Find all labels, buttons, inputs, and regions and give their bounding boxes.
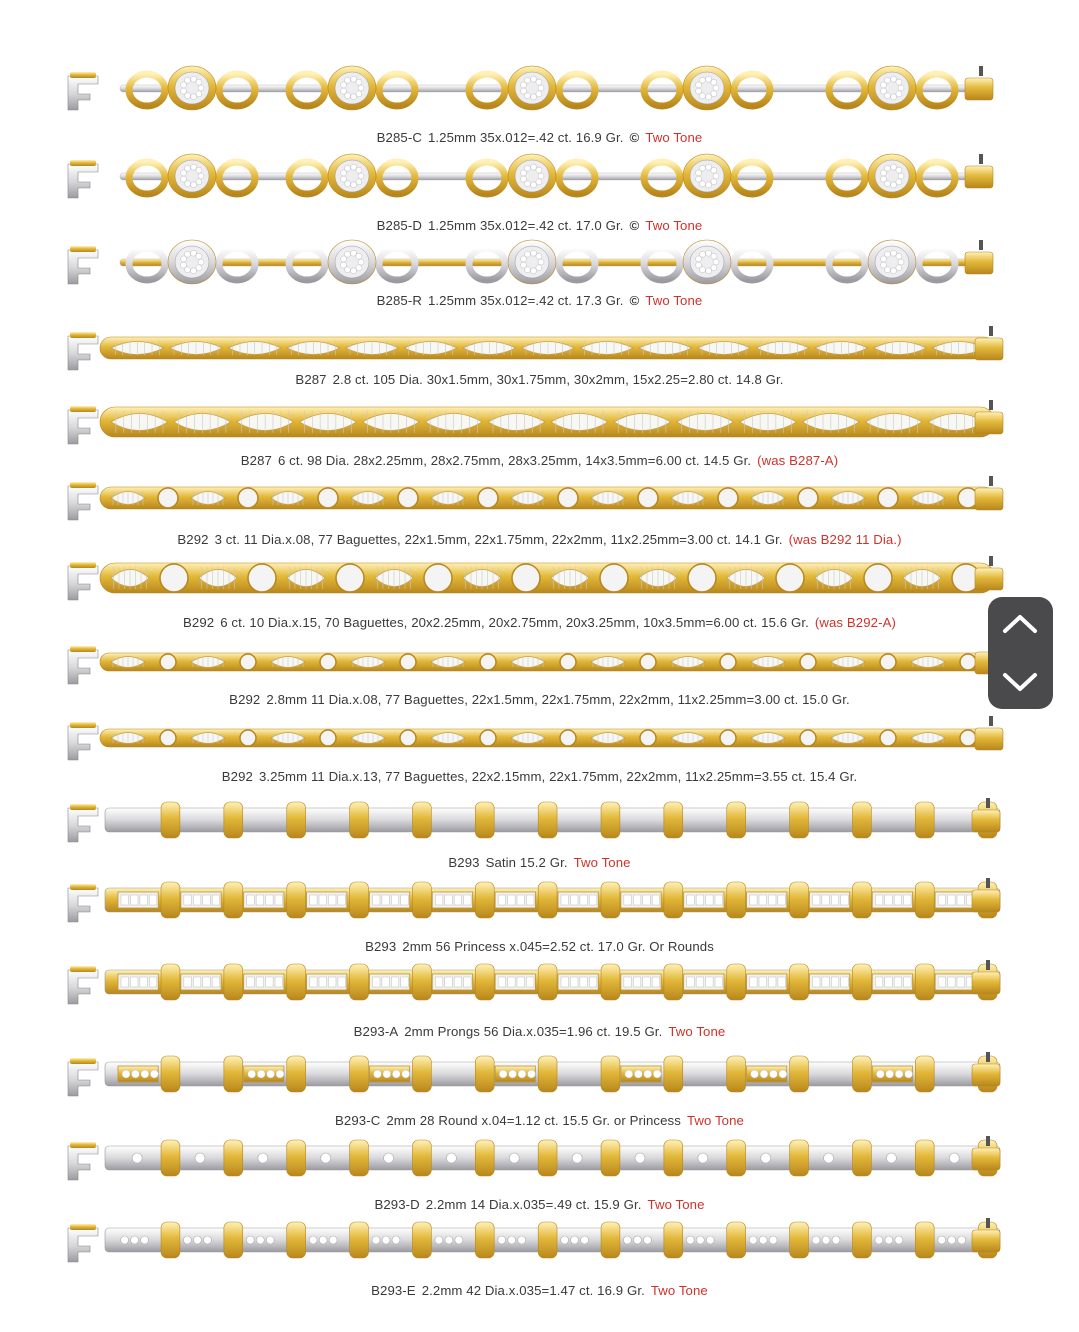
item-code: B293-D: [374, 1197, 420, 1212]
link-unit: [727, 802, 746, 838]
item-note: Two Tone: [686, 1113, 744, 1128]
item-spec: 2mm Prongs 56 Dia.x.035=1.96 ct. 19.5 Gr.: [404, 1024, 663, 1039]
item-caption: [0, 372, 1079, 387]
bracelet-illustration: [60, 318, 1010, 378]
round-diamond: [160, 730, 176, 746]
item-spec: 6 ct. 10 Dia.x.15, 70 Baguettes, 20x2.25mm, 20x2.75mm, 20x3.25mm, 10x3.5mm=6.00 ct. 15.6 Gr.: [220, 615, 809, 630]
item-spec: 1.25mm 35x.012=.42 ct. 16.9 Gr.: [427, 130, 624, 145]
link-unit: [601, 1056, 620, 1092]
link-unit: [809, 964, 871, 1000]
item-code: B292: [221, 769, 253, 784]
item-caption: [0, 692, 1079, 707]
end-cap: [975, 728, 1003, 750]
item-code: B292: [183, 615, 215, 630]
link-unit: [558, 882, 620, 918]
item-note: Two Tone: [645, 293, 703, 308]
bracelet-band: [100, 407, 995, 437]
clasp-latch: [68, 1062, 98, 1096]
round-diamond: [880, 654, 896, 670]
link-unit: [118, 882, 180, 918]
link-unit: [161, 802, 180, 838]
round-diamond: [960, 654, 976, 670]
item-spec: 2mm 28 Round x.04=1.12 ct. 15.5 Gr. or Princess: [386, 1113, 681, 1128]
link-unit: [244, 964, 306, 1000]
item-code: B285-D: [376, 218, 422, 233]
clasp-latch: [68, 888, 98, 922]
link-unit: [244, 882, 306, 918]
link-unit: [495, 1056, 557, 1092]
round-diamond: [558, 488, 578, 508]
link-unit: [538, 802, 557, 838]
bracelet-illustration: [60, 790, 1010, 850]
item-code: B293: [365, 939, 397, 954]
round-diamond: [720, 730, 736, 746]
link-unit: [621, 1056, 683, 1092]
link-unit: [369, 964, 431, 1000]
link-unit: [350, 1056, 369, 1092]
item-spec: 1.25mm 35x.012=.42 ct. 17.0 Gr.: [427, 218, 624, 233]
round-diamond: [720, 654, 736, 670]
bracelet-illustration: [60, 548, 1010, 608]
link-unit: [495, 964, 557, 1000]
round-diamond: [688, 564, 716, 592]
end-cap: [975, 338, 1003, 360]
link-unit: [118, 1056, 180, 1092]
bracelet-image: [60, 708, 1010, 768]
link-unit: [244, 1056, 306, 1092]
link-unit: [872, 882, 934, 918]
end-cap: [975, 488, 1003, 510]
scroll-up-button[interactable]: [988, 597, 1053, 653]
round-diamond: [880, 730, 896, 746]
link-unit: [412, 802, 431, 838]
link-unit: [664, 802, 683, 838]
item-note: Two Tone: [647, 1197, 705, 1212]
item-spec: 1.25mm 35x.012=.42 ct. 17.3 Gr.: [427, 293, 624, 308]
round-diamond: [158, 488, 178, 508]
link-unit: [684, 964, 746, 1000]
round-diamond: [320, 730, 336, 746]
round-diamond: [512, 564, 540, 592]
bracelet-illustration: [60, 632, 1010, 692]
item-caption: [0, 218, 1079, 233]
round-diamond: [248, 564, 276, 592]
link-unit: [872, 964, 934, 1000]
round-diamond: [480, 730, 496, 746]
link-unit: [558, 964, 620, 1000]
bracelet-image: [60, 232, 1010, 292]
chevron-up-icon: [988, 597, 1053, 653]
item-note: Two Tone: [645, 130, 703, 145]
link-unit: [747, 1056, 809, 1092]
item-caption: [0, 293, 1079, 308]
bracelet-illustration: [60, 870, 1010, 930]
copyright-icon: ©: [629, 130, 640, 145]
clasp-latch: [68, 486, 98, 520]
scroll-down-button[interactable]: [988, 653, 1053, 709]
item-spec: 2.2mm 14 Dia.x.035=.49 ct. 15.9 Gr.: [425, 1197, 642, 1212]
item-caption: [0, 1113, 1079, 1128]
end-cap: [975, 568, 1003, 590]
copyright-icon: ©: [629, 218, 640, 233]
round-diamond: [240, 654, 256, 670]
item-code: B292: [229, 692, 261, 707]
link-unit: [432, 964, 494, 1000]
bracelet-image: [60, 1128, 1010, 1188]
clasp-latch: [68, 250, 98, 284]
link-unit: [432, 882, 494, 918]
link-unit: [307, 964, 369, 1000]
round-diamond: [960, 730, 976, 746]
bracelet-image: [60, 548, 1010, 608]
round-diamond: [424, 564, 452, 592]
item-spec: 6 ct. 98 Dia. 28x2.25mm, 28x2.75mm, 28x3.25mm, 14x3.5mm=6.00 ct. 14.5 Gr.: [277, 453, 752, 468]
round-diamond: [878, 488, 898, 508]
clasp-latch: [68, 1228, 98, 1262]
clasp-latch: [68, 1146, 98, 1180]
item-spec: 2.2mm 42 Dia.x.035=1.47 ct. 16.9 Gr.: [421, 1283, 645, 1298]
item-note: Two Tone: [650, 1283, 708, 1298]
link-unit: [684, 882, 746, 918]
link-unit: [118, 964, 180, 1000]
bracelet-illustration: [60, 146, 1010, 206]
item-caption: [0, 1283, 1079, 1298]
round-diamond: [800, 654, 816, 670]
link-unit: [287, 802, 306, 838]
item-caption: [0, 453, 1079, 468]
item-spec: 2.8mm 11 Dia.x.08, 77 Baguettes, 22x1.5mm, 22x1.75mm, 22x2mm, 11x2.25mm=3.00 ct. 15.0 Gr.: [266, 692, 850, 707]
bracelet-image: [60, 468, 1010, 528]
bracelet-illustration: [60, 952, 1010, 1012]
round-diamond: [160, 654, 176, 670]
item-note: (was B287-A): [757, 453, 839, 468]
round-diamond: [640, 654, 656, 670]
link-unit: [852, 1056, 871, 1092]
link-unit: [852, 802, 871, 838]
end-cap: [965, 252, 993, 274]
bracelet-illustration: [60, 232, 1010, 292]
bracelet-image: [60, 318, 1010, 378]
item-spec: 3.25mm 11 Dia.x.13, 77 Baguettes, 22x2.15mm, 22x1.75mm, 22x2mm, 11x2.25mm=3.55 ct. 15.4 Gr.: [258, 769, 858, 784]
end-cap: [972, 1230, 1000, 1252]
clasp-latch: [68, 76, 98, 110]
copyright-icon: ©: [629, 293, 640, 308]
link-unit: [790, 802, 809, 838]
clasp-latch: [68, 726, 98, 760]
round-diamond: [400, 730, 416, 746]
item-code: B293-A: [353, 1024, 399, 1039]
bracelet-illustration: [60, 392, 1010, 452]
round-diamond: [240, 730, 256, 746]
item-code: B293-E: [371, 1283, 416, 1298]
chevron-down-icon: [988, 653, 1053, 709]
bracelet-illustration: [60, 1210, 1010, 1270]
round-diamond: [640, 730, 656, 746]
item-spec: 2.8 ct. 105 Dia. 30x1.5mm, 30x1.75mm, 30x2mm, 15x2.25=2.80 ct. 14.8 Gr.: [332, 372, 784, 387]
link-unit: [747, 882, 809, 918]
item-note: (was B292 11 Dia.): [788, 532, 902, 547]
item-code: B285-R: [376, 293, 422, 308]
clasp-latch: [68, 164, 98, 198]
link-unit: [747, 964, 809, 1000]
bracelet-image: [60, 1210, 1010, 1270]
bracelet-image: [60, 952, 1010, 1012]
item-code: B292: [177, 532, 209, 547]
end-cap: [972, 890, 1000, 912]
bracelet-illustration: [60, 1128, 1010, 1188]
item-code: B287: [240, 453, 272, 468]
round-diamond: [560, 730, 576, 746]
round-diamond: [160, 564, 188, 592]
item-spec: 2mm 56 Princess x.045=2.52 ct. 17.0 Gr. Or Rounds: [402, 939, 714, 954]
link-unit: [369, 882, 431, 918]
bracelet-image: [60, 870, 1010, 930]
clasp-latch: [68, 808, 98, 842]
link-unit: [872, 1056, 934, 1092]
link-unit: [475, 1056, 494, 1092]
item-note: Two Tone: [645, 218, 703, 233]
round-diamond: [400, 654, 416, 670]
round-diamond: [800, 730, 816, 746]
round-diamond: [776, 564, 804, 592]
bracelet-image: [60, 632, 1010, 692]
item-code: B293-C: [335, 1113, 381, 1128]
item-spec: 3 ct. 11 Dia.x.08, 77 Baguettes, 22x1.5mm, 22x1.75mm, 22x2mm, 11x2.25mm=3.00 ct. 14.1 Gr.: [214, 532, 783, 547]
clasp-latch: [68, 650, 98, 684]
bracelet-illustration: [60, 708, 1010, 768]
link-unit: [809, 882, 871, 918]
round-diamond: [600, 564, 628, 592]
bracelet-image: [60, 58, 1010, 118]
end-cap: [965, 166, 993, 188]
round-diamond: [480, 654, 496, 670]
link-unit: [621, 964, 683, 1000]
item-note: Two Tone: [573, 855, 631, 870]
round-diamond: [718, 488, 738, 508]
end-cap: [965, 78, 993, 100]
round-diamond: [318, 488, 338, 508]
item-caption: [0, 1024, 1079, 1039]
item-caption: [0, 130, 1079, 145]
item-code: B287: [295, 372, 327, 387]
item-spec: Satin 15.2 Gr.: [485, 855, 568, 870]
bracelet-image: [60, 1044, 1010, 1104]
round-diamond: [478, 488, 498, 508]
item-caption: [0, 855, 1079, 870]
link-unit: [727, 1056, 746, 1092]
item-code: B285-C: [376, 130, 422, 145]
link-unit: [181, 964, 243, 1000]
bracelet-illustration: [60, 468, 1010, 528]
link-unit: [181, 882, 243, 918]
bracelet-image: [60, 146, 1010, 206]
item-code: B293: [448, 855, 480, 870]
end-cap: [972, 810, 1000, 832]
link-unit: [350, 802, 369, 838]
end-cap: [972, 1148, 1000, 1170]
end-cap: [972, 1064, 1000, 1086]
link-unit: [475, 802, 494, 838]
link-unit: [601, 802, 620, 838]
round-diamond: [238, 488, 258, 508]
clasp-latch: [68, 410, 98, 444]
clasp-latch: [68, 566, 98, 600]
bracelet-image: [60, 790, 1010, 850]
end-cap: [972, 972, 1000, 994]
bracelet-illustration: [60, 58, 1010, 118]
round-diamond: [398, 488, 418, 508]
round-diamond: [638, 488, 658, 508]
link-unit: [915, 802, 934, 838]
item-note: Two Tone: [668, 1024, 726, 1039]
link-unit: [224, 1056, 243, 1092]
round-diamond: [320, 654, 336, 670]
round-diamond: [560, 654, 576, 670]
round-diamond: [336, 564, 364, 592]
item-caption: [0, 615, 1079, 630]
item-caption: [0, 532, 1079, 547]
link-unit: [495, 882, 557, 918]
clasp-latch: [68, 970, 98, 1004]
link-unit: [369, 1056, 431, 1092]
link-unit: [621, 882, 683, 918]
bracelet-illustration: [60, 1044, 1010, 1104]
end-cap: [975, 412, 1003, 434]
clasp-latch: [68, 336, 98, 370]
link-unit: [224, 802, 243, 838]
item-note: (was B292-A): [814, 615, 896, 630]
bracelet-image: [60, 392, 1010, 452]
round-diamond: [798, 488, 818, 508]
scroll-nav[interactable]: [988, 597, 1053, 709]
link-unit: [307, 882, 369, 918]
round-diamond: [864, 564, 892, 592]
item-caption: [0, 769, 1079, 784]
